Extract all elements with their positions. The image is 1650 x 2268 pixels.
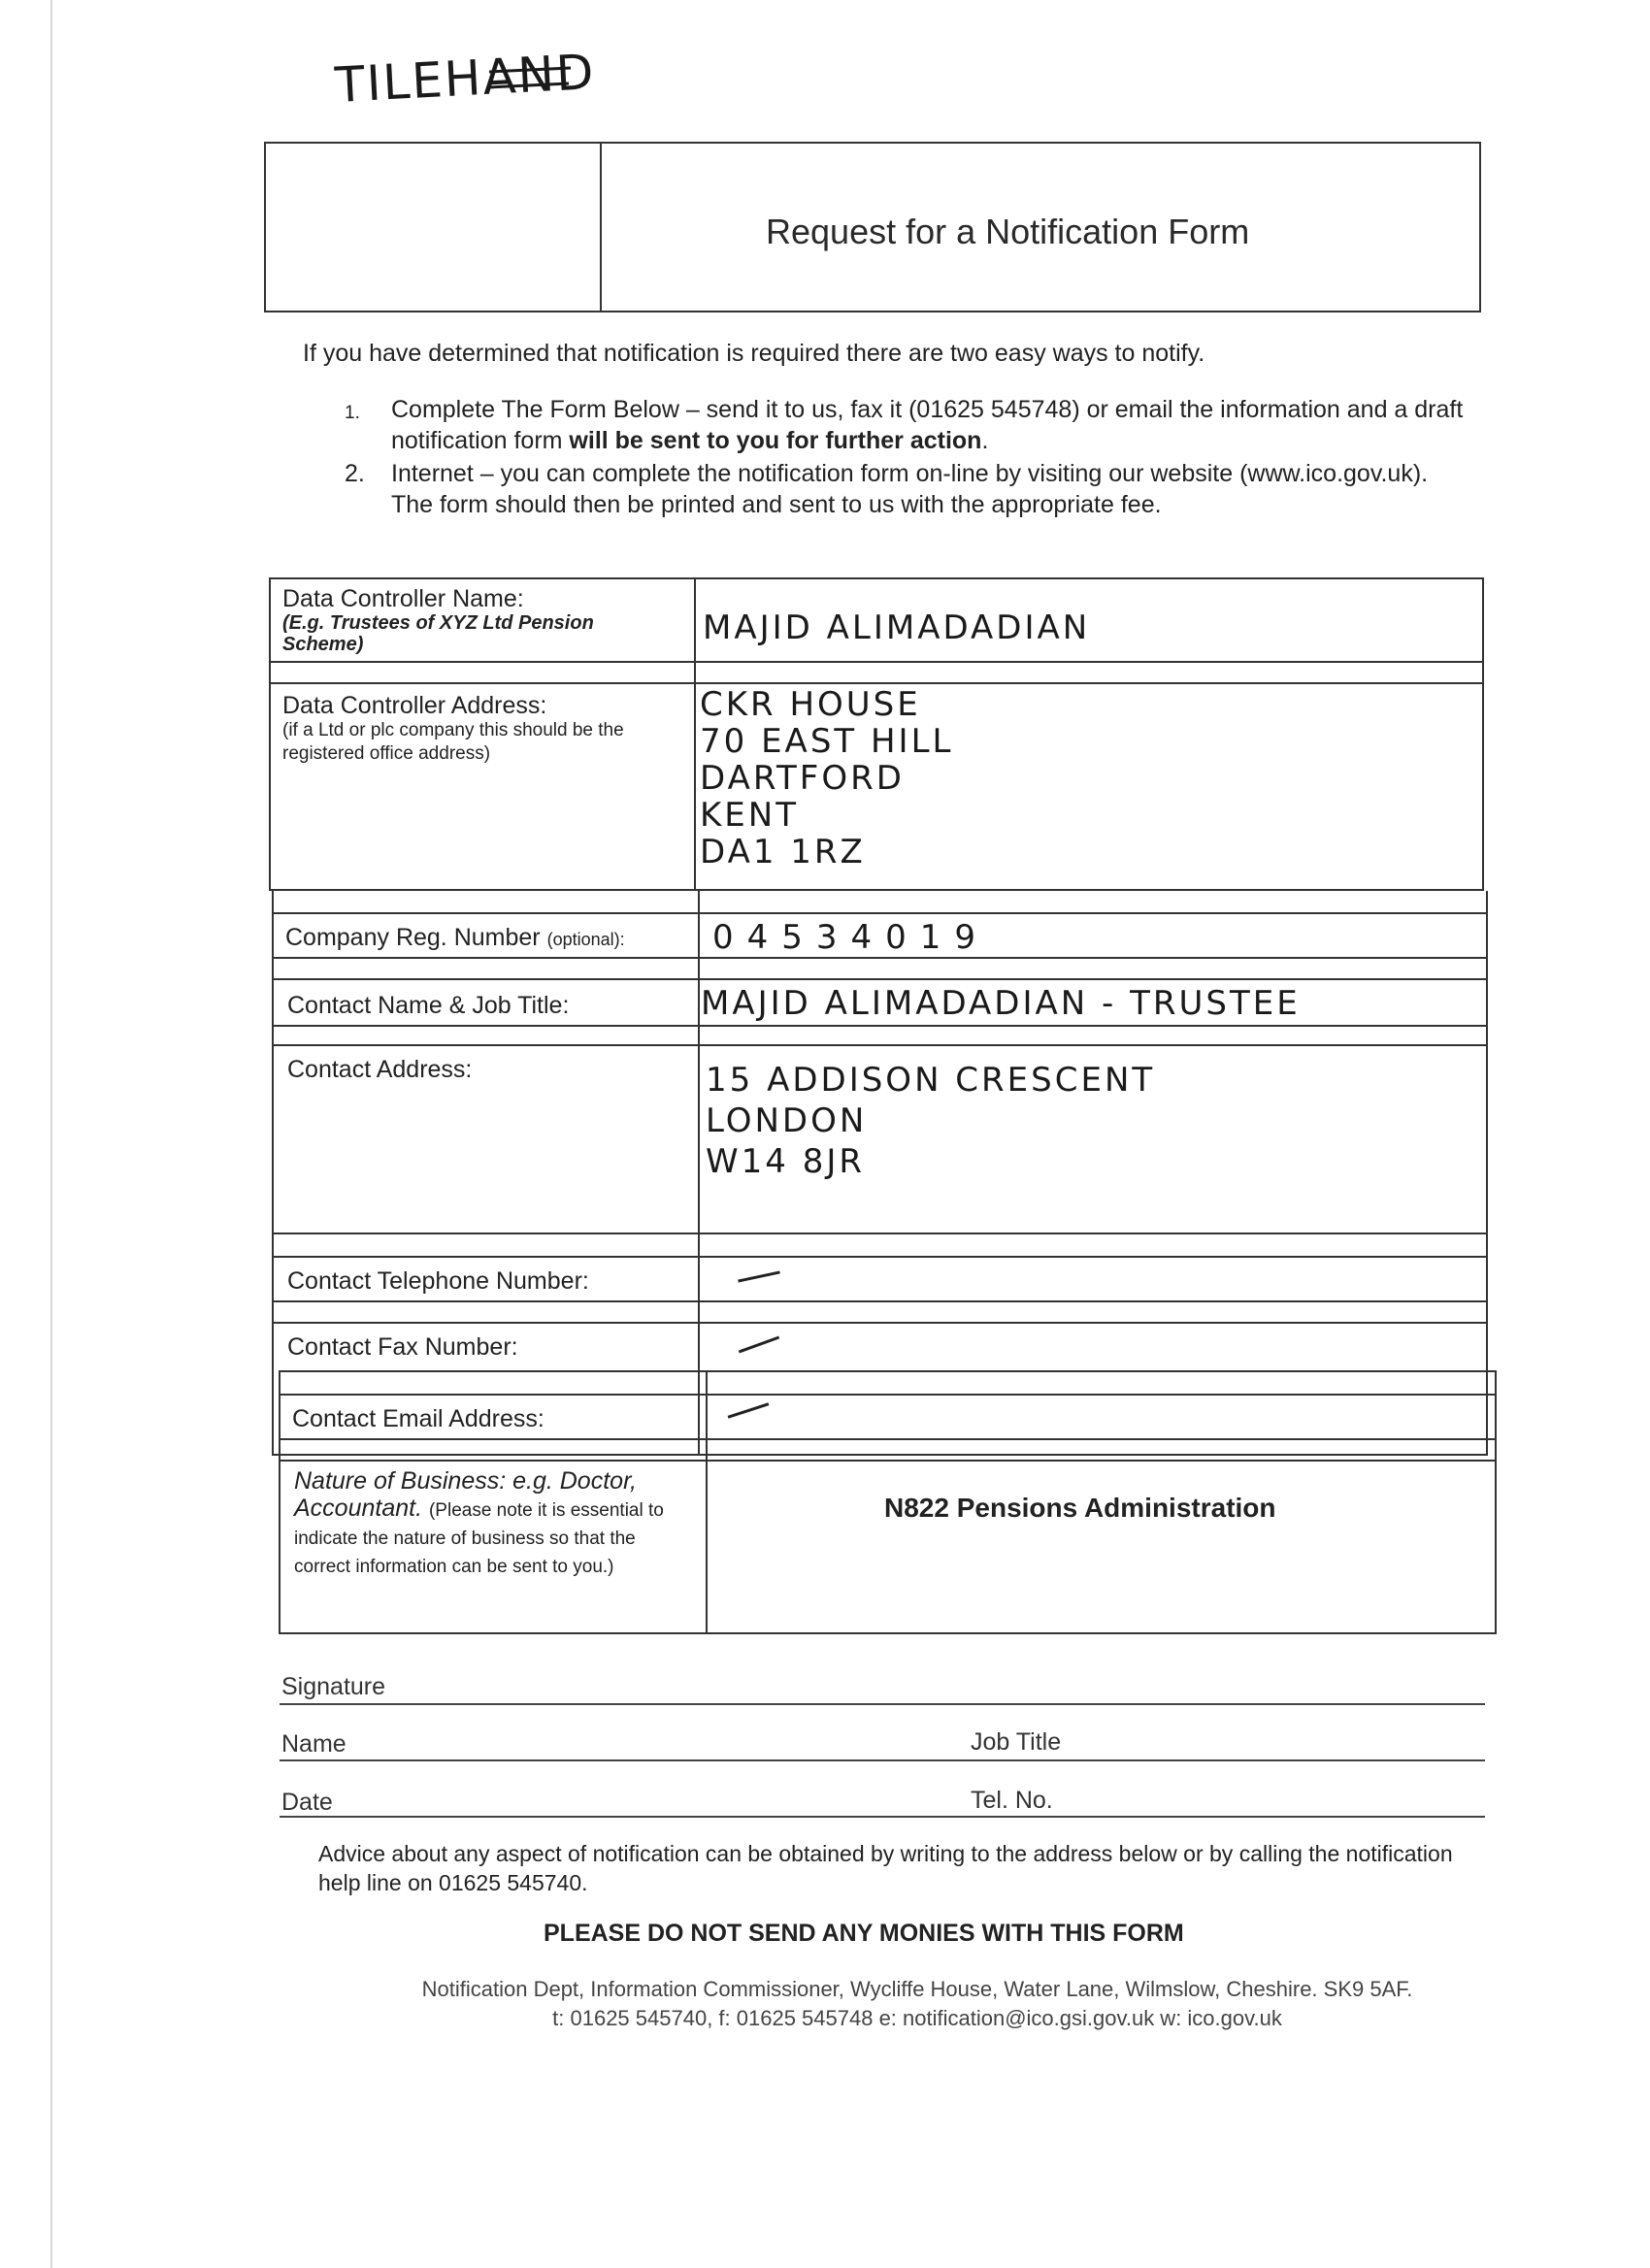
blank-dash[interactable] (739, 1336, 779, 1354)
row-spacer (280, 1372, 1495, 1396)
date-label: Date (281, 1789, 333, 1816)
email-business-table (279, 1370, 1497, 1634)
row-spacer (274, 1234, 1486, 1258)
row-contact-email (280, 1396, 1495, 1440)
nature-label-wrap (294, 1467, 692, 1579)
controller-address-label-wrap (282, 692, 680, 766)
company-reg-label: Company Reg. Number (285, 924, 541, 951)
contact-name-value[interactable]: MAJID ALIMADADIAN - TRUSTEE (701, 984, 1301, 1023)
address-line: W14 8JR (706, 1142, 865, 1181)
row-nature-of-business (280, 1462, 1495, 1632)
nature-label: Nature of Business: e.g. Doctor, Accountant. (294, 1467, 637, 1522)
contact-name-label: Contact Name & Job Title: (287, 992, 570, 1019)
signature-line[interactable] (280, 1703, 1485, 1705)
row-contact-address (274, 1046, 1486, 1234)
controller-name-hint: (E.g. Trustees of XYZ Ltd Pension Scheme) (282, 612, 594, 655)
address-line: DARTFORD (700, 759, 905, 798)
company-reg-value[interactable]: 04534019 (712, 918, 990, 957)
footer-line: t: 01625 545740, f: 01625 545748 e: notification@ico.gsi.gov.uk w: ico.gov.uk (552, 2006, 1282, 2030)
controller-name-value[interactable]: MAJID ALIMADADIAN (703, 608, 1091, 647)
advice-text: Advice about any aspect of notification can be obtained by writing to the address below or by calling the notification help line on 01625 545740. (318, 1841, 1453, 1895)
option-text-end: . (981, 427, 989, 454)
controller-address-hint: (if a Ltd or plc company this should be the registered office address) (282, 720, 624, 764)
handwritten-heading: TILEHAND (333, 44, 597, 114)
contact-phone-label: Contact Telephone Number: (287, 1267, 589, 1295)
blank-dash[interactable] (728, 1402, 770, 1418)
company-reg-label-optional: (optional): (546, 930, 625, 949)
address-line: LONDON (706, 1101, 868, 1140)
row-spacer (274, 1302, 1486, 1324)
contact-email-label: Contact Email Address: (292, 1405, 544, 1432)
footer-line: Notification Dept, Information Commissioner, Wycliffe House, Water Lane, Wilmslow, Cheshire. SK9 5AF. (421, 1977, 1413, 2001)
tel-label: Tel. No. (971, 1787, 1053, 1814)
options-list (345, 394, 1470, 522)
row-spacer (274, 891, 1486, 914)
nature-note: (Please note it is essential to indicate the nature of business so that the correct information can be sent to you.) (294, 1500, 664, 1577)
row-spacer (274, 959, 1486, 980)
address-line: DA1 1RZ (700, 833, 866, 871)
row-spacer (271, 663, 1482, 684)
address-line: 70 EAST HILL (700, 722, 954, 761)
row-spacer (274, 1027, 1486, 1046)
option-item (345, 458, 1470, 520)
page-edge (50, 0, 52, 2268)
company-reg-label-wrap (285, 924, 625, 953)
option-text: Complete The Form Below – send it to us, fax it (01625 545748) or email the information and a draft notification form (391, 396, 1464, 454)
handwritten-strikethrough (487, 50, 575, 109)
row-spacer (280, 1440, 1495, 1462)
address-line: KENT (700, 796, 799, 835)
contact-fax-label: Contact Fax Number: (287, 1333, 518, 1361)
option-number: 1. (345, 403, 360, 423)
address-line: CKR HOUSE (700, 685, 921, 724)
controller-address-label: Data Controller Address: (282, 692, 547, 719)
date-line[interactable] (280, 1816, 1485, 1818)
contact-address-value[interactable] (706, 1060, 1155, 1182)
contact-address-label: Contact Address: (287, 1056, 473, 1083)
intro-text: If you have determined that notification is required there are two easy ways to notify. (303, 340, 1205, 367)
footer-address (320, 1975, 1514, 2033)
option-text-bold: will be sent to you for further action (569, 427, 982, 454)
row-contact-fax (274, 1324, 1486, 1370)
row-controller-address (271, 684, 1482, 889)
row-controller-name (271, 579, 1482, 663)
job-title-label: Job Title (971, 1728, 1062, 1756)
name-line[interactable] (280, 1759, 1485, 1761)
controller-name-label-wrap (282, 585, 671, 655)
page-title: Request for a Notification Form (766, 212, 1250, 251)
address-line: 15 ADDISON CRESCENT (706, 1061, 1156, 1100)
form-header-box (264, 142, 1481, 312)
option-number: 2. (345, 460, 365, 487)
option-item (345, 394, 1470, 456)
row-contact-phone (274, 1258, 1486, 1302)
controller-name-label: Data Controller Name: (282, 585, 524, 612)
name-label: Name (281, 1730, 346, 1758)
nature-value[interactable]: N822 Pensions Administration (884, 1493, 1276, 1523)
controller-table (269, 577, 1484, 891)
blank-dash[interactable] (738, 1270, 780, 1282)
controller-address-value[interactable] (700, 686, 953, 871)
header-divider (600, 144, 602, 311)
row-contact-name (274, 980, 1486, 1027)
warning-text: PLEASE DO NOT SEND ANY MONIES WITH THIS FORM (544, 1920, 1184, 1947)
signature-label: Signature (281, 1673, 386, 1700)
row-company-reg (274, 914, 1486, 959)
option-text: Internet – you can complete the notification form on-line by visiting our website (www.ico.gov.uk). The form should then be printed and sent to us with the appropriate fee. (391, 460, 1429, 518)
